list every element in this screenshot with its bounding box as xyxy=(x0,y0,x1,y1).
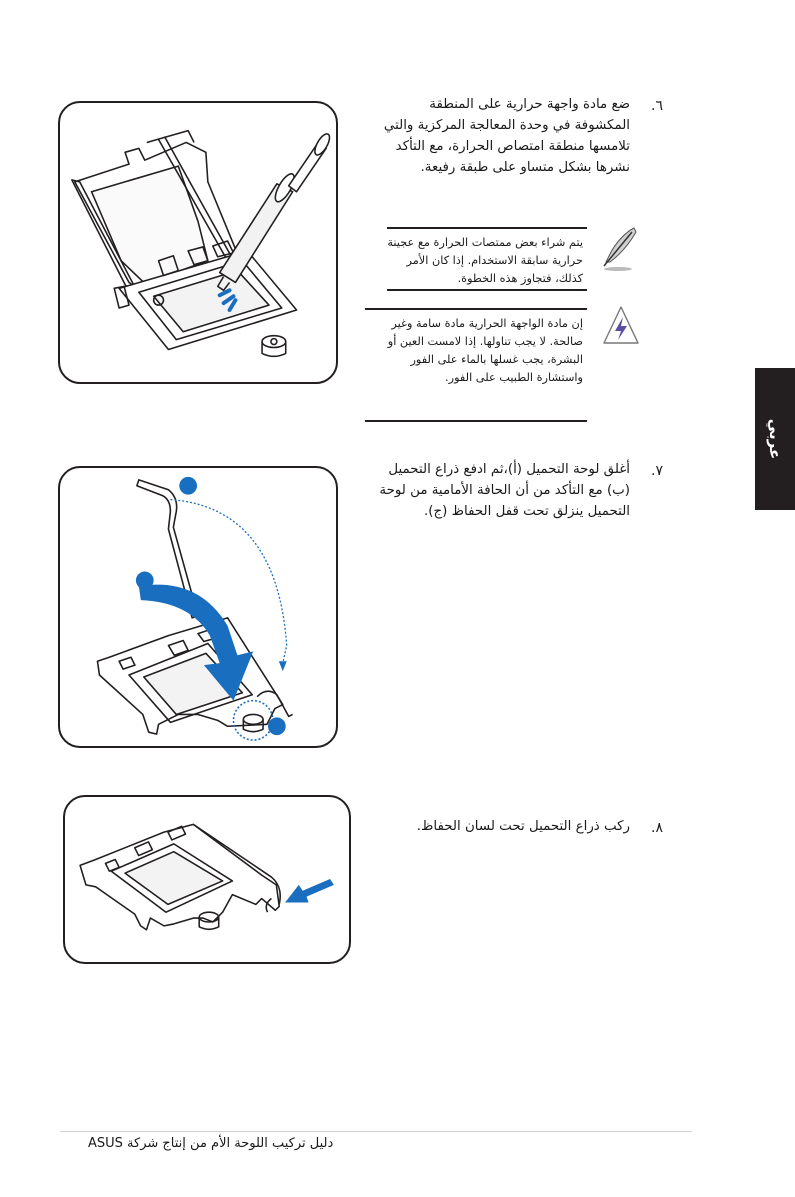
secure-load-lever-illustration xyxy=(65,797,349,962)
language-tab-label: عربي xyxy=(766,418,784,460)
figure-secure-load-lever xyxy=(63,795,351,964)
figure-apply-thermal-paste xyxy=(58,101,338,384)
figure-close-load-plate xyxy=(58,466,338,748)
step-8-number: ٨. xyxy=(651,820,663,836)
language-side-tab xyxy=(755,368,795,510)
warning-lightning-icon xyxy=(602,305,640,345)
footer-divider xyxy=(60,1131,692,1132)
marker-a xyxy=(179,477,197,495)
step-7-text: أغلق لوحة التحميل (أ)،ثم ادفع ذراع التحميل (ب) مع التأكد من أن الحافة الأمامية من لوحة التحميل ينزلق تحت قفل الحفاظ (ج). xyxy=(379,462,630,519)
footer-manual-title: دليل تركيب اللوحة الأم من إنتاج شركة ASUS xyxy=(88,1136,334,1151)
step-8-text: ركب ذراع التحميل تحت لسان الحفاظ. xyxy=(416,819,630,834)
apply-thermal-paste-illustration xyxy=(60,103,336,382)
note-thermal-material-warning: إن مادة الواجهة الحرارية مادة سامة وغير صالحة. لا يجب تناولها. إذا لامست العين أو البشرة، يجب غسلها بالماء على الفور واستشارة الطبيب على الفور. xyxy=(365,308,587,422)
marker-b xyxy=(136,572,154,590)
note-precoated-heatsink: يتم شراء بعض ممتصات الحرارة مع عجينة حرارية سابقة الاستخدام. إذا كان الأمر كذلك، فتجاوز هذه الخطوة. xyxy=(387,227,587,291)
step-6-number: ٦. xyxy=(651,98,663,114)
close-load-plate-illustration xyxy=(60,468,336,746)
marker-c xyxy=(268,717,286,735)
step-6-text: ضع مادة واجهة حرارية على المنطقة المكشوفة في وحدة المعالجة المركزية والتي تلامسها منطقة امتصاص الحرارة، مع التأكد نشرها بشكل متساو على طبقة رفيعة. xyxy=(383,97,630,175)
feather-note-icon xyxy=(598,226,640,272)
step-7-number: ٧. xyxy=(651,463,663,479)
